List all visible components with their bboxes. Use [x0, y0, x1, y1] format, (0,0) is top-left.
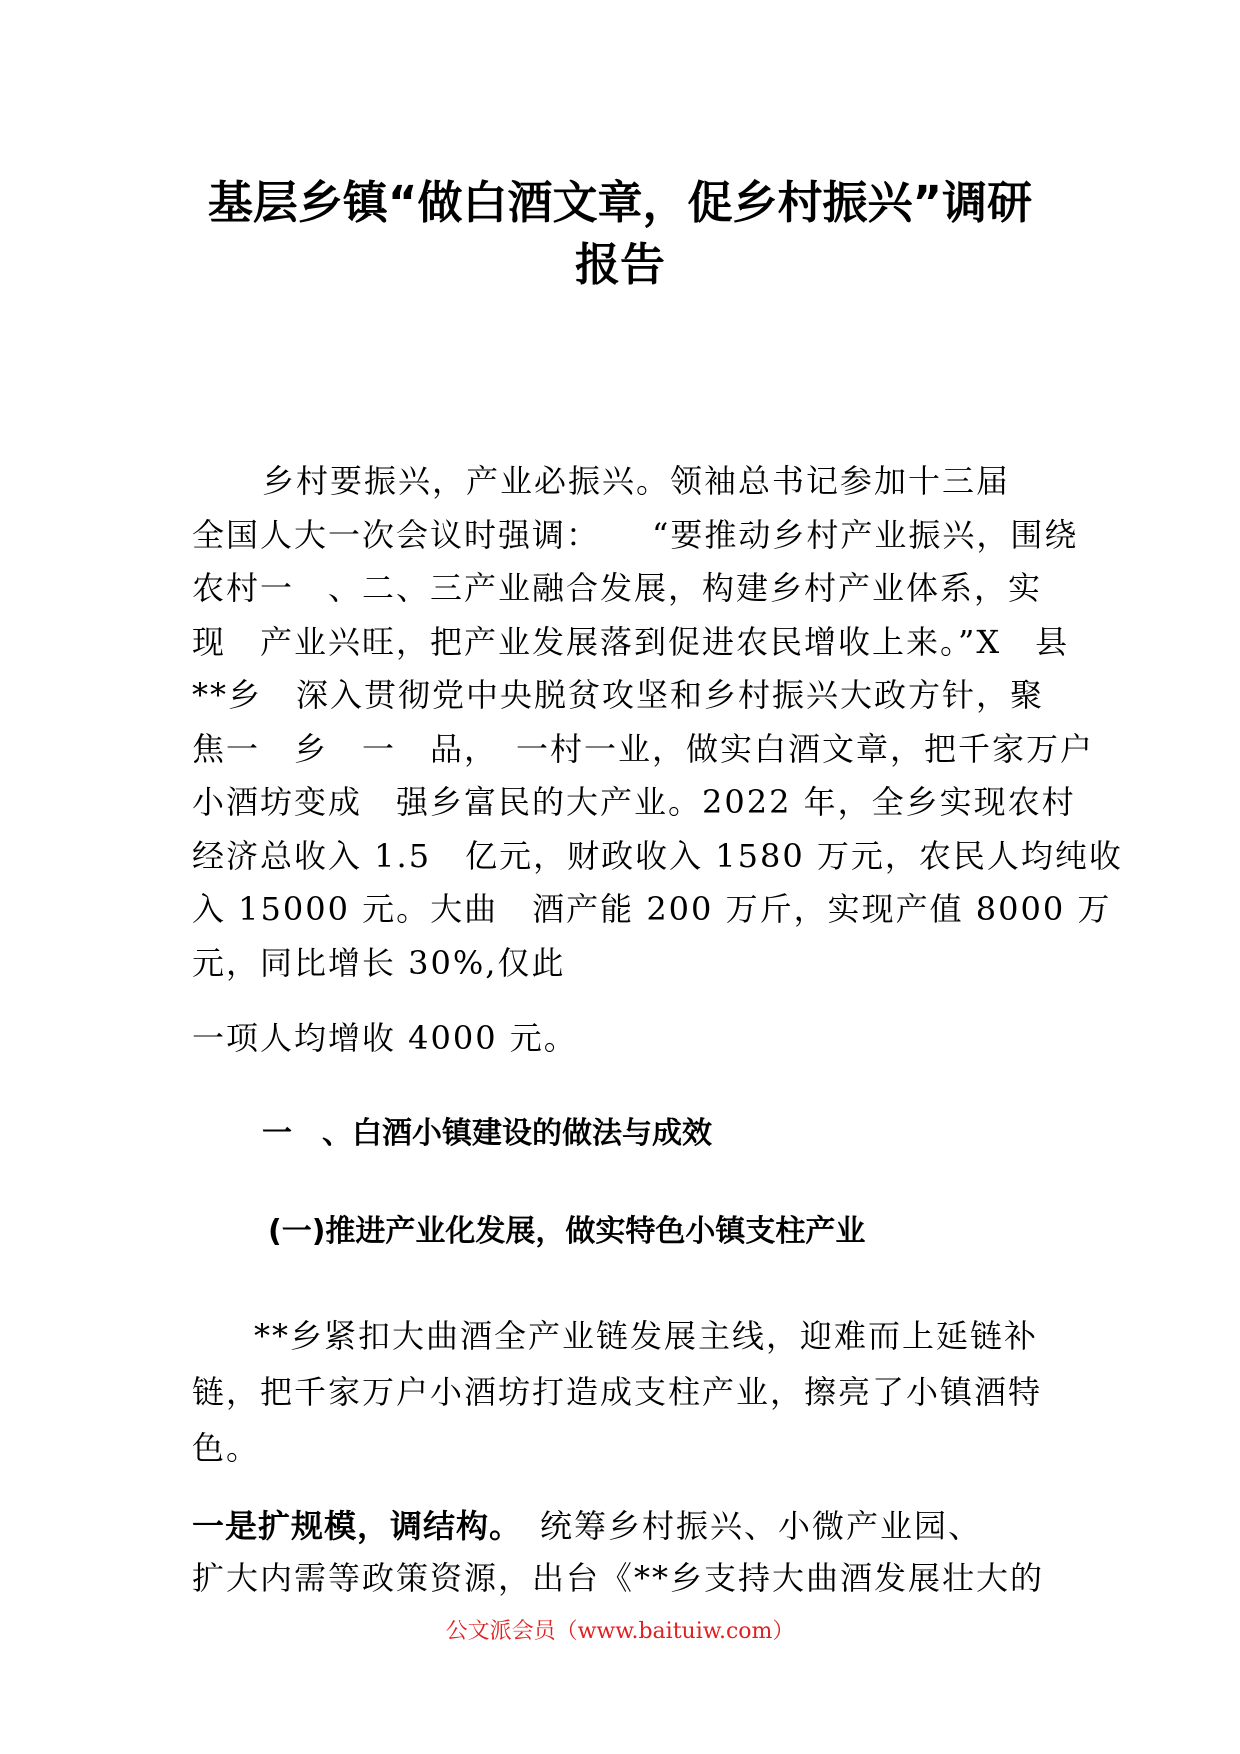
intro-paragraph	[192, 455, 1123, 990]
point-paragraph	[192, 1500, 1056, 1604]
document-title	[150, 172, 1090, 296]
point-text: 统筹乡村振兴、小微产业园、	[506, 1507, 983, 1545]
point-lead: 一是扩规模，调结构。	[192, 1507, 507, 1545]
intro-paragraph-tail: 一项人均增收 4000 元。	[192, 1019, 578, 1057]
paragraph-line: 全国人大一次会议时强调： “要推动乡村产业振兴，围绕	[192, 515, 1079, 554]
paragraph-line: 元，同比增长 30%,仅此	[192, 943, 566, 982]
paragraph-line: 链，把千家万户小酒坊打造成支柱产业，擦亮了小镇酒特	[192, 1373, 1043, 1411]
paragraph-line: 色。	[192, 1429, 261, 1467]
paragraph-line: 农村一 、二、三产业融合发展，构建乡村产业体系，实	[192, 569, 1043, 607]
paragraph-line: 入 15000 元。大曲 酒产能 200 万斤，实现产值 8000 万	[192, 890, 1112, 928]
paragraph-line: 乡村要振兴，产业必振兴。领袖总书记参加十三届	[262, 462, 1011, 500]
title-line-1: 基层乡镇“做白酒文章，促乡村振兴”调研	[207, 176, 1033, 229]
title-line-2: 报告	[574, 238, 665, 291]
section-heading: 一 、白酒小镇建设的做法与成效	[262, 1116, 712, 1151]
paragraph-line: **乡 深入贯彻党中央脱贫攻坚和乡村振兴大政方针，聚	[192, 676, 1045, 714]
paragraph-line: 扩大内需等政策资源，出台《**乡支持大曲酒发展壮大的	[192, 1559, 1045, 1597]
subsection-heading: (一)推进产业化发展，做实特色小镇支柱产业	[268, 1214, 866, 1249]
paragraph-line: **乡紧扣大曲酒全产业链发展主线，迎难而上延链补	[254, 1317, 1039, 1355]
footer-watermark-text: 公文派会员（www.baituiw.com）	[445, 1619, 795, 1644]
paragraph-line	[192, 1500, 1056, 1552]
paragraph-line: 小酒坊变成 强乡富民的大产业。2022 年，全乡实现农村	[192, 783, 1076, 821]
paragraph-line: 焦一 乡 一 品， 一村一业，做实白酒文章，把千家万户	[192, 729, 1095, 768]
subsection-paragraph	[192, 1308, 1056, 1476]
paragraph-line: 现 产业兴旺，把产业发展落到促进农民增收上来。”X 县	[192, 622, 1070, 661]
paragraph-line: 经济总收入 1.5 亿元，财政收入 1580 万元，农民人均纯收	[192, 836, 1123, 875]
